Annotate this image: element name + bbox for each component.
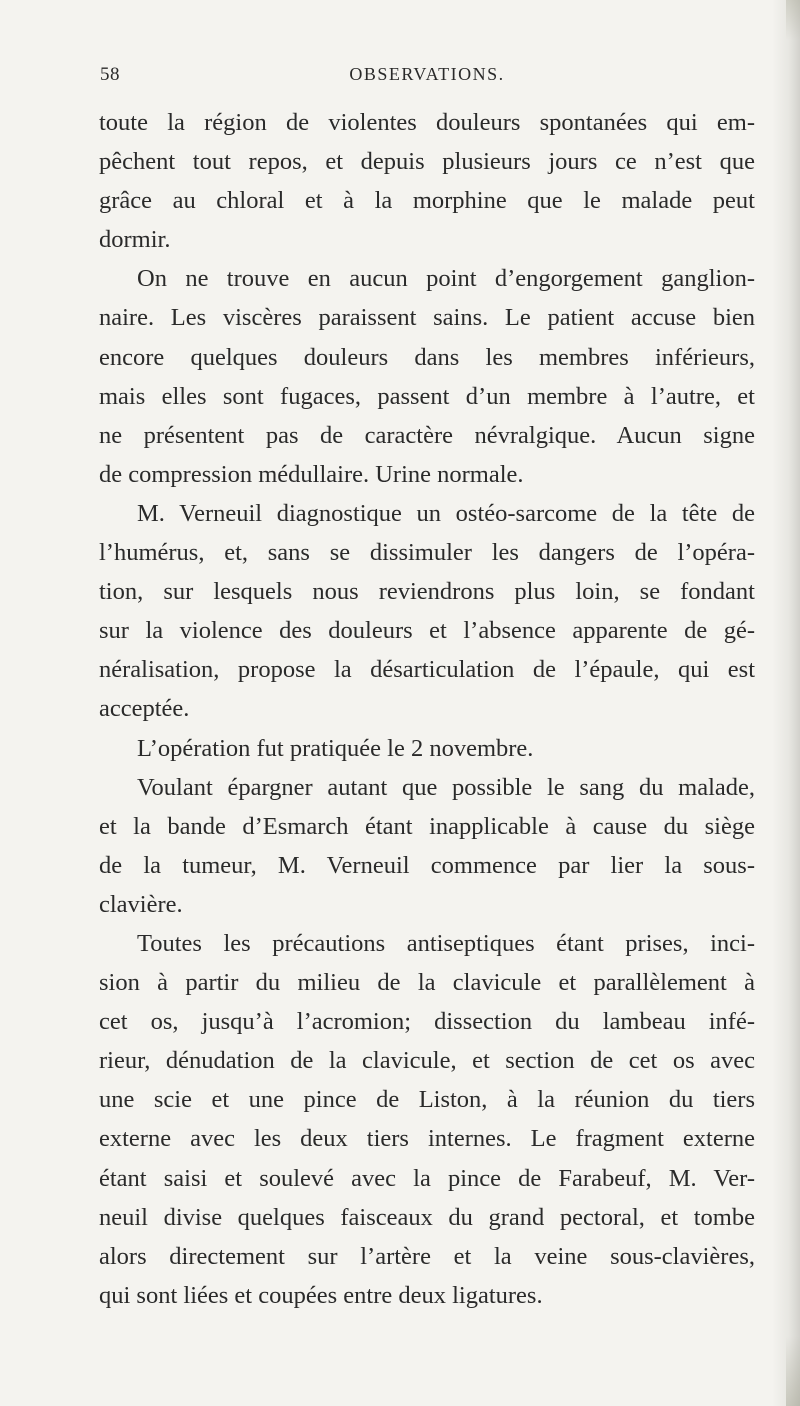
text-line: rieur, dénudation de la clavicule, et section de cet os avec <box>99 1047 755 1075</box>
text-line: externe avec les deux tiers internes. Le fragment externe <box>99 1125 755 1153</box>
page-number: 58 <box>100 64 120 85</box>
text-line: pêchent tout repos, et depuis plusieurs jours ce n’est que <box>99 148 755 176</box>
text-line: acceptée. <box>99 695 190 723</box>
text-line: clavière. <box>99 890 183 918</box>
text-line: de la tumeur, M. Verneuil commence par lier la sous- <box>99 851 755 879</box>
text-line: néralisation, propose la désarticulation de l’épaule, qui est <box>99 656 755 684</box>
text-line: alors directement sur l’artère et la veine sous-clavières, <box>99 1242 755 1270</box>
text-line: sion à partir du milieu de la clavicule et parallèlement à <box>99 969 755 997</box>
text-line: sur la violence des douleurs et l’absence apparente de gé- <box>99 617 755 645</box>
page-edge-mark <box>786 1336 800 1406</box>
body-text <box>99 103 755 1315</box>
text-line: neuil divise quelques faisceaux du grand pectoral, et tombe <box>99 1203 755 1231</box>
text-line: dormir. <box>99 226 171 254</box>
text-line: de compression médullaire. Urine normale. <box>99 460 524 488</box>
text-line: naire. Les viscères paraissent sains. Le patient accuse bien <box>99 304 755 332</box>
text-line: et la bande d’Esmarch étant inapplicable à cause du siège <box>99 812 755 840</box>
page-header <box>100 64 754 90</box>
text-line: ne présentent pas de caractère névralgique. Aucun signe <box>99 421 755 449</box>
text-line: grâce au chloral et à la morphine que le malade peut <box>99 187 755 215</box>
page-edge-mark <box>786 0 800 40</box>
text-line: L’opération fut pratiquée le 2 novembre. <box>137 734 534 762</box>
page-edge-shadow <box>772 0 800 1406</box>
text-line: l’humérus, et, sans se dissimuler les dangers de l’opéra- <box>99 539 755 567</box>
text-line: étant saisi et soulevé avec la pince de Farabeuf, M. Ver- <box>99 1164 755 1192</box>
text-line: qui sont liées et coupées entre deux ligatures. <box>99 1281 543 1309</box>
text-line: On ne trouve en aucun point d’engorgement ganglion- <box>137 265 755 293</box>
text-line: Voulant épargner autant que possible le sang du malade, <box>137 773 755 801</box>
text-line: Toutes les précautions antiseptiques étant prises, inci- <box>137 929 755 957</box>
text-line: mais elles sont fugaces, passent d’un membre à l’autre, et <box>99 382 755 410</box>
text-line: une scie et une pince de Liston, à la réunion du tiers <box>99 1086 755 1114</box>
text-line: tion, sur lesquels nous reviendrons plus loin, se fondant <box>99 578 755 606</box>
text-line: cet os, jusqu’à l’acromion; dissection du lambeau infé- <box>99 1008 755 1036</box>
running-title: OBSERVATIONS. <box>349 64 505 84</box>
text-line: encore quelques douleurs dans les membres inférieurs, <box>99 343 755 371</box>
text-line: toute la région de violentes douleurs spontanées qui em- <box>99 109 755 136</box>
text-line: M. Verneuil diagnostique un ostéo-sarcome de la tête de <box>137 499 755 527</box>
